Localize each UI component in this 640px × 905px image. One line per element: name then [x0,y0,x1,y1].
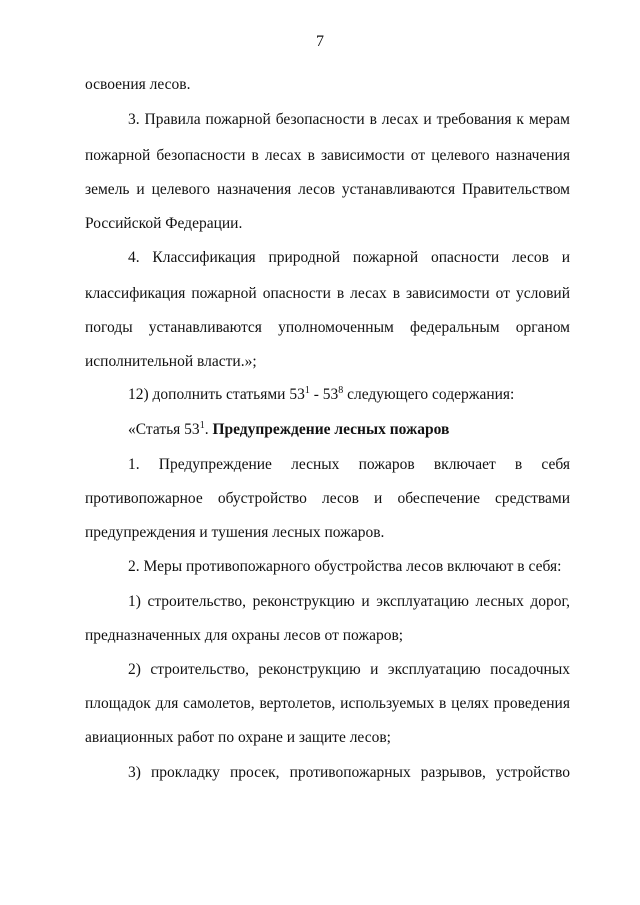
subitem-2-line-1: 2) строительство, реконструкцию и эксплуатацию посадочных [128,661,570,678]
item-2-line-1: 2. Меры противопожарного обустройства лесов включают в себя: [128,558,562,575]
paragraph-4-line-3: погоды устанавливаются уполномоченным федеральным органом [85,319,570,336]
paragraph-4-line-1: 4. Классификация природной пожарной опасности лесов и [128,249,570,266]
article-heading: «Статья $53^1$. Предупреждение лесных пожаров [128,419,450,438]
paragraph-3-line-1: 3. Правила пожарной безопасности в лесах и требования к мерам [128,111,570,128]
item-1-line-2: противопожарное обустройство лесов и обеспечение средствами [85,490,570,507]
text-line: освоения лесов. [85,76,191,93]
subitem-2-line-2: площадок для самолетов, вертолетов, используемых в целях проведения [85,695,570,712]
subitem-1-line-1: 1) строительство, реконструкцию и эксплуатацию лесных дорог, [128,593,570,610]
page-number: 7 [316,33,324,50]
paragraph-3-line-4: Российской Федерации. [85,215,243,232]
paragraph-3-line-2: пожарной безопасности в лесах в зависимости от целевого назначения [85,147,570,164]
paragraph-4-line-2: классификация пожарной опасности в лесах в зависимости от условий [85,285,570,302]
subitem-1-line-2: предназначенных для охраны лесов от пожаров; [85,627,404,644]
article-title: Предупреждение лесных пожаров [212,421,450,438]
paragraph-3-line-3: земель и целевого назначения лесов устанавливаются Правительством [85,181,570,198]
paragraph-4-line-4: исполнительной власти.»; [85,353,257,370]
item-1-line-1: 1. Предупреждение лесных пожаров включает в себя [128,456,570,473]
subitem-3-line-1: 3) прокладку просек, противопожарных разрывов, устройство [128,764,570,781]
item-1-line-3: предупреждения и тушения лесных пожаров. [85,524,385,541]
subitem-2-line-3: авиационных работ по охране и защите лесов; [85,729,391,746]
amendment-12-line: 12) дополнить статьями $53^1 - 53^8$ следующего содержания: [128,384,515,403]
